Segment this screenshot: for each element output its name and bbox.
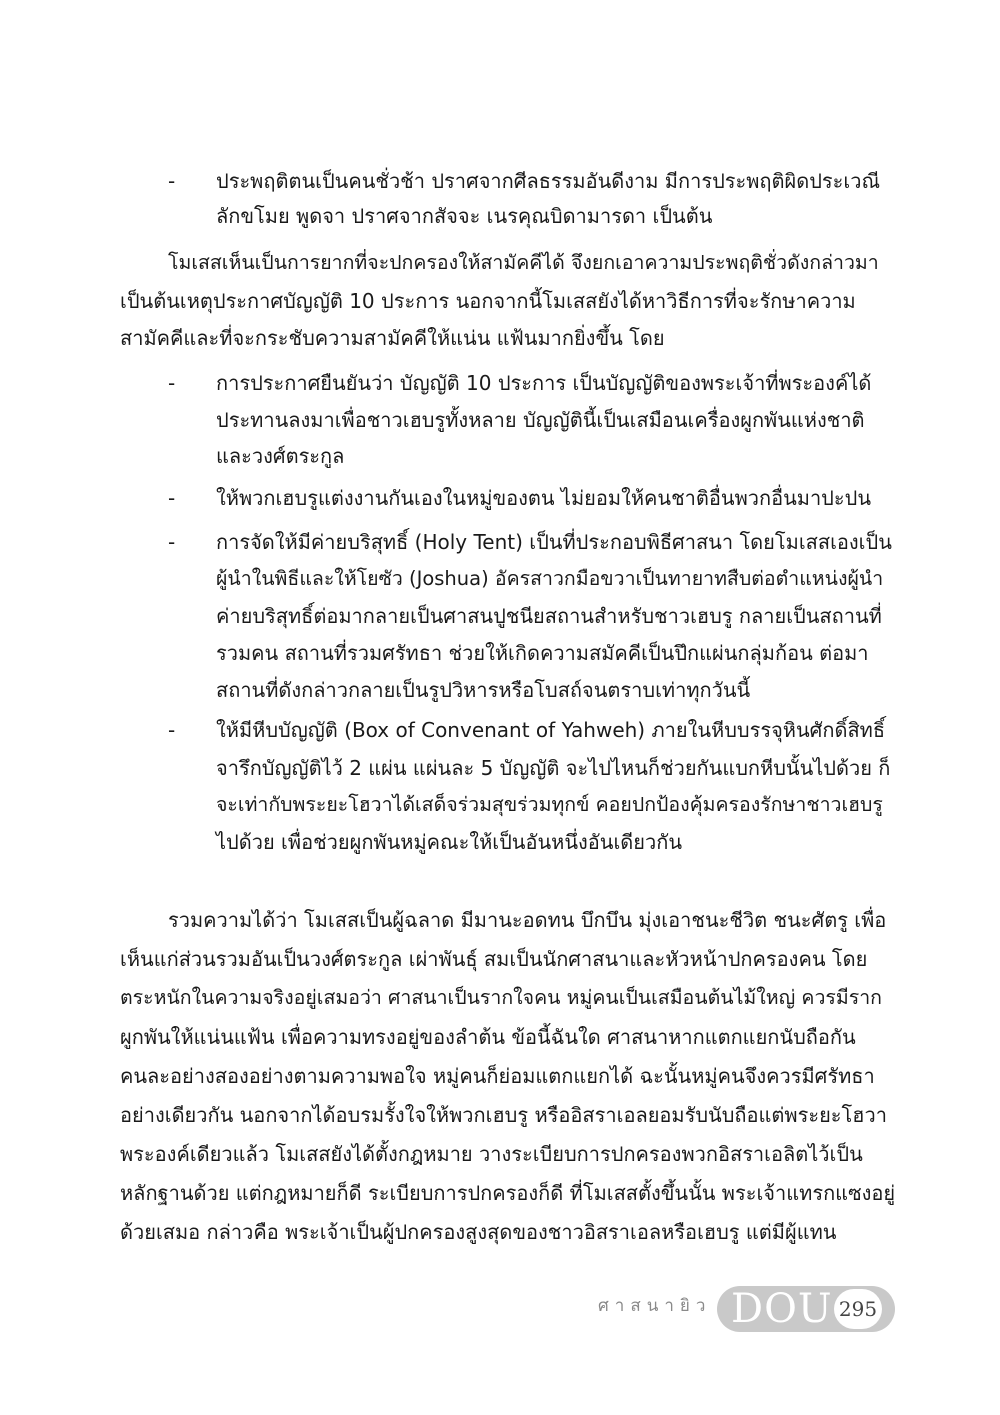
text-line: ผู้นำในพิธีและให้โยซัว (Joshua) อัครสาวกมือขวาเป็นทายาทสืบต่อตำแหน่งผู้นำ — [216, 567, 884, 590]
text-line: อย่างเดียวกัน นอกจากได้อบรมรั้งใจให้พวกเฮบรู หรืออิสราเอลยอมรับนับถือแต่พระยะโฮวา — [120, 1103, 887, 1127]
text-line: ด้วยเสมอ กล่าวคือ พระเจ้าเป็นผู้ปกครองสูงสุดของชาวอิสราเอลหรือเฮบรู แต่มีผู้แทน — [120, 1220, 837, 1244]
bullet-dash: - — [168, 530, 176, 554]
text-line: ให้มีหีบบัญญัติ (Box of Convenant of Yahweh) ภายในหีบบรรจุหินศักดิ์สิทธิ์ — [216, 718, 886, 742]
text-line: รวมคน สถานที่รวมศรัทธา ช่วยให้เกิดความสมัคคีเป็นปึกแผ่นกลุ่มก้อน ต่อมา — [216, 641, 869, 665]
bullet-dash: - — [168, 371, 176, 395]
text-line: ลักขโมย พูดจา ปราศจากสัจจะ เนรคุณบิดามารดา เป็นต้น — [216, 204, 713, 228]
text-line: พระองค์เดียวแล้ว โมเสสยังได้ตั้งกฎหมาย วางระเบียบการปกครองพวกอิสราเอลิตไว้เป็น — [120, 1142, 863, 1166]
text-line: สถานที่ดังกล่าวกลายเป็นรูปวิหารหรือโบสถ์จนตราบเท่าทุกวันนี้ — [216, 678, 751, 702]
page-number: 295 — [834, 1289, 882, 1329]
text-line: เป็นต้นเหตุประกาศบัญญัติ 10 ประการ นอกจากนี้โมเสสยังได้หาวิธีการที่จะรักษาความ — [120, 289, 856, 313]
text-line: โมเสสเห็นเป็นการยากที่จะปกครองให้สามัคคีได้ จึงยกเอาความประพฤติชั่วดังกล่าวมา — [168, 251, 879, 274]
bullet-dash: - — [168, 718, 176, 742]
dou-logo: DOU — [731, 1286, 833, 1332]
text-line: ไปด้วย เพื่อช่วยผูกพันหมู่คณะให้เป็นอันหนึ่งอันเดียวกัน — [216, 830, 683, 854]
footer-subject: ศาสนายิว — [598, 1296, 712, 1316]
text-line: เห็นแก่ส่วนรวมอันเป็นวงศ์ตระกูล เผ่าพันธุ์ สมเป็นนักศาสนาและหัวหน้าปกครองคน โดย — [120, 947, 868, 971]
text-line: คนละอย่างสองอย่างตามความพอใจ หมู่คนก็ย่อมแตกแยกได้ ฉะนั้นหมู่คนจึงควรมีศรัทธา — [120, 1064, 875, 1088]
text-line: ประทานลงมาเพื่อชาวเฮบรูทั้งหลาย บัญญัตินี้เป็นเสมือนเครื่องผูกพันแห่งชาติ — [216, 408, 865, 432]
bullet-dash: - — [168, 169, 176, 193]
text-line: จะเท่ากับพระยะโฮวาได้เสด็จร่วมสุขร่วมทุกข์ คอยปกป้องคุ้มครองรักษาชาวเฮบรู — [216, 793, 883, 816]
text-line: การประกาศยืนยันว่า บัญญัติ 10 ประการ เป็นบัญญัติของพระเจ้าที่พระองค์ได้ — [216, 371, 872, 395]
text-line: ประพฤติตนเป็นคนชั่วช้า ปราศจากศีลธรรมอันดีงาม มีการประพฤติผิดประเวณี — [216, 169, 881, 193]
text-line: ให้พวกเฮบรูแต่งงานกันเองในหมู่ของตน ไม่ยอมให้คนชาติอื่นพวกอื่นมาปะปน — [216, 486, 871, 510]
text-line: ค่ายบริสุทธิ์ต่อมากลายเป็นศาสนปูชนียสถานสำหรับชาวเฮบรู กลายเป็นสถานที่ — [216, 604, 882, 628]
bullet-dash: - — [168, 486, 176, 510]
text-line: ผูกพันให้แน่นแฟ้น เพื่อความทรงอยู่ของลำต้น ข้อนี้ฉันใด ศาสนาหากแตกแยกนับถือกัน — [120, 1025, 856, 1049]
text-line: รวมความได้ว่า โมเสสเป็นผู้ฉลาด มีมานะอดทน บึกบึน มุ่งเอาชนะชีวิต ชนะศัตรู เพื่อ — [168, 908, 887, 932]
text-line: ตระหนักในความจริงอยู่เสมอว่า ศาสนาเป็นรากใจคน หมู่คนเป็นเสมือนต้นไม้ใหญ่ ควรมีราก — [120, 986, 882, 1009]
text-line: จารึกบัญญัติไว้ 2 แผ่น แผ่นละ 5 บัญญัติ จะไปไหนก็ช่วยกันแบกหีบนั้นไปด้วย ก็ — [216, 756, 891, 780]
text-line: การจัดให้มีค่ายบริสุทธิ์ (Holy Tent) เป็นที่ประกอบพิธีศาสนา โดยโมเสสเองเป็น — [216, 530, 892, 554]
text-line: สามัคคีและที่จะกระชับความสามัคคีให้แน่น แฟ้นมากยิ่งขึ้น โดย — [120, 326, 665, 350]
text-line: และวงศ์ตระกูล — [216, 444, 345, 468]
text-line: หลักฐานด้วย แต่กฎหมายก็ดี ระเบียบการปกครองก็ดี ที่โมเสสตั้งขึ้นนั้น พระเจ้าแทรกแซงอยู่ — [120, 1181, 896, 1205]
